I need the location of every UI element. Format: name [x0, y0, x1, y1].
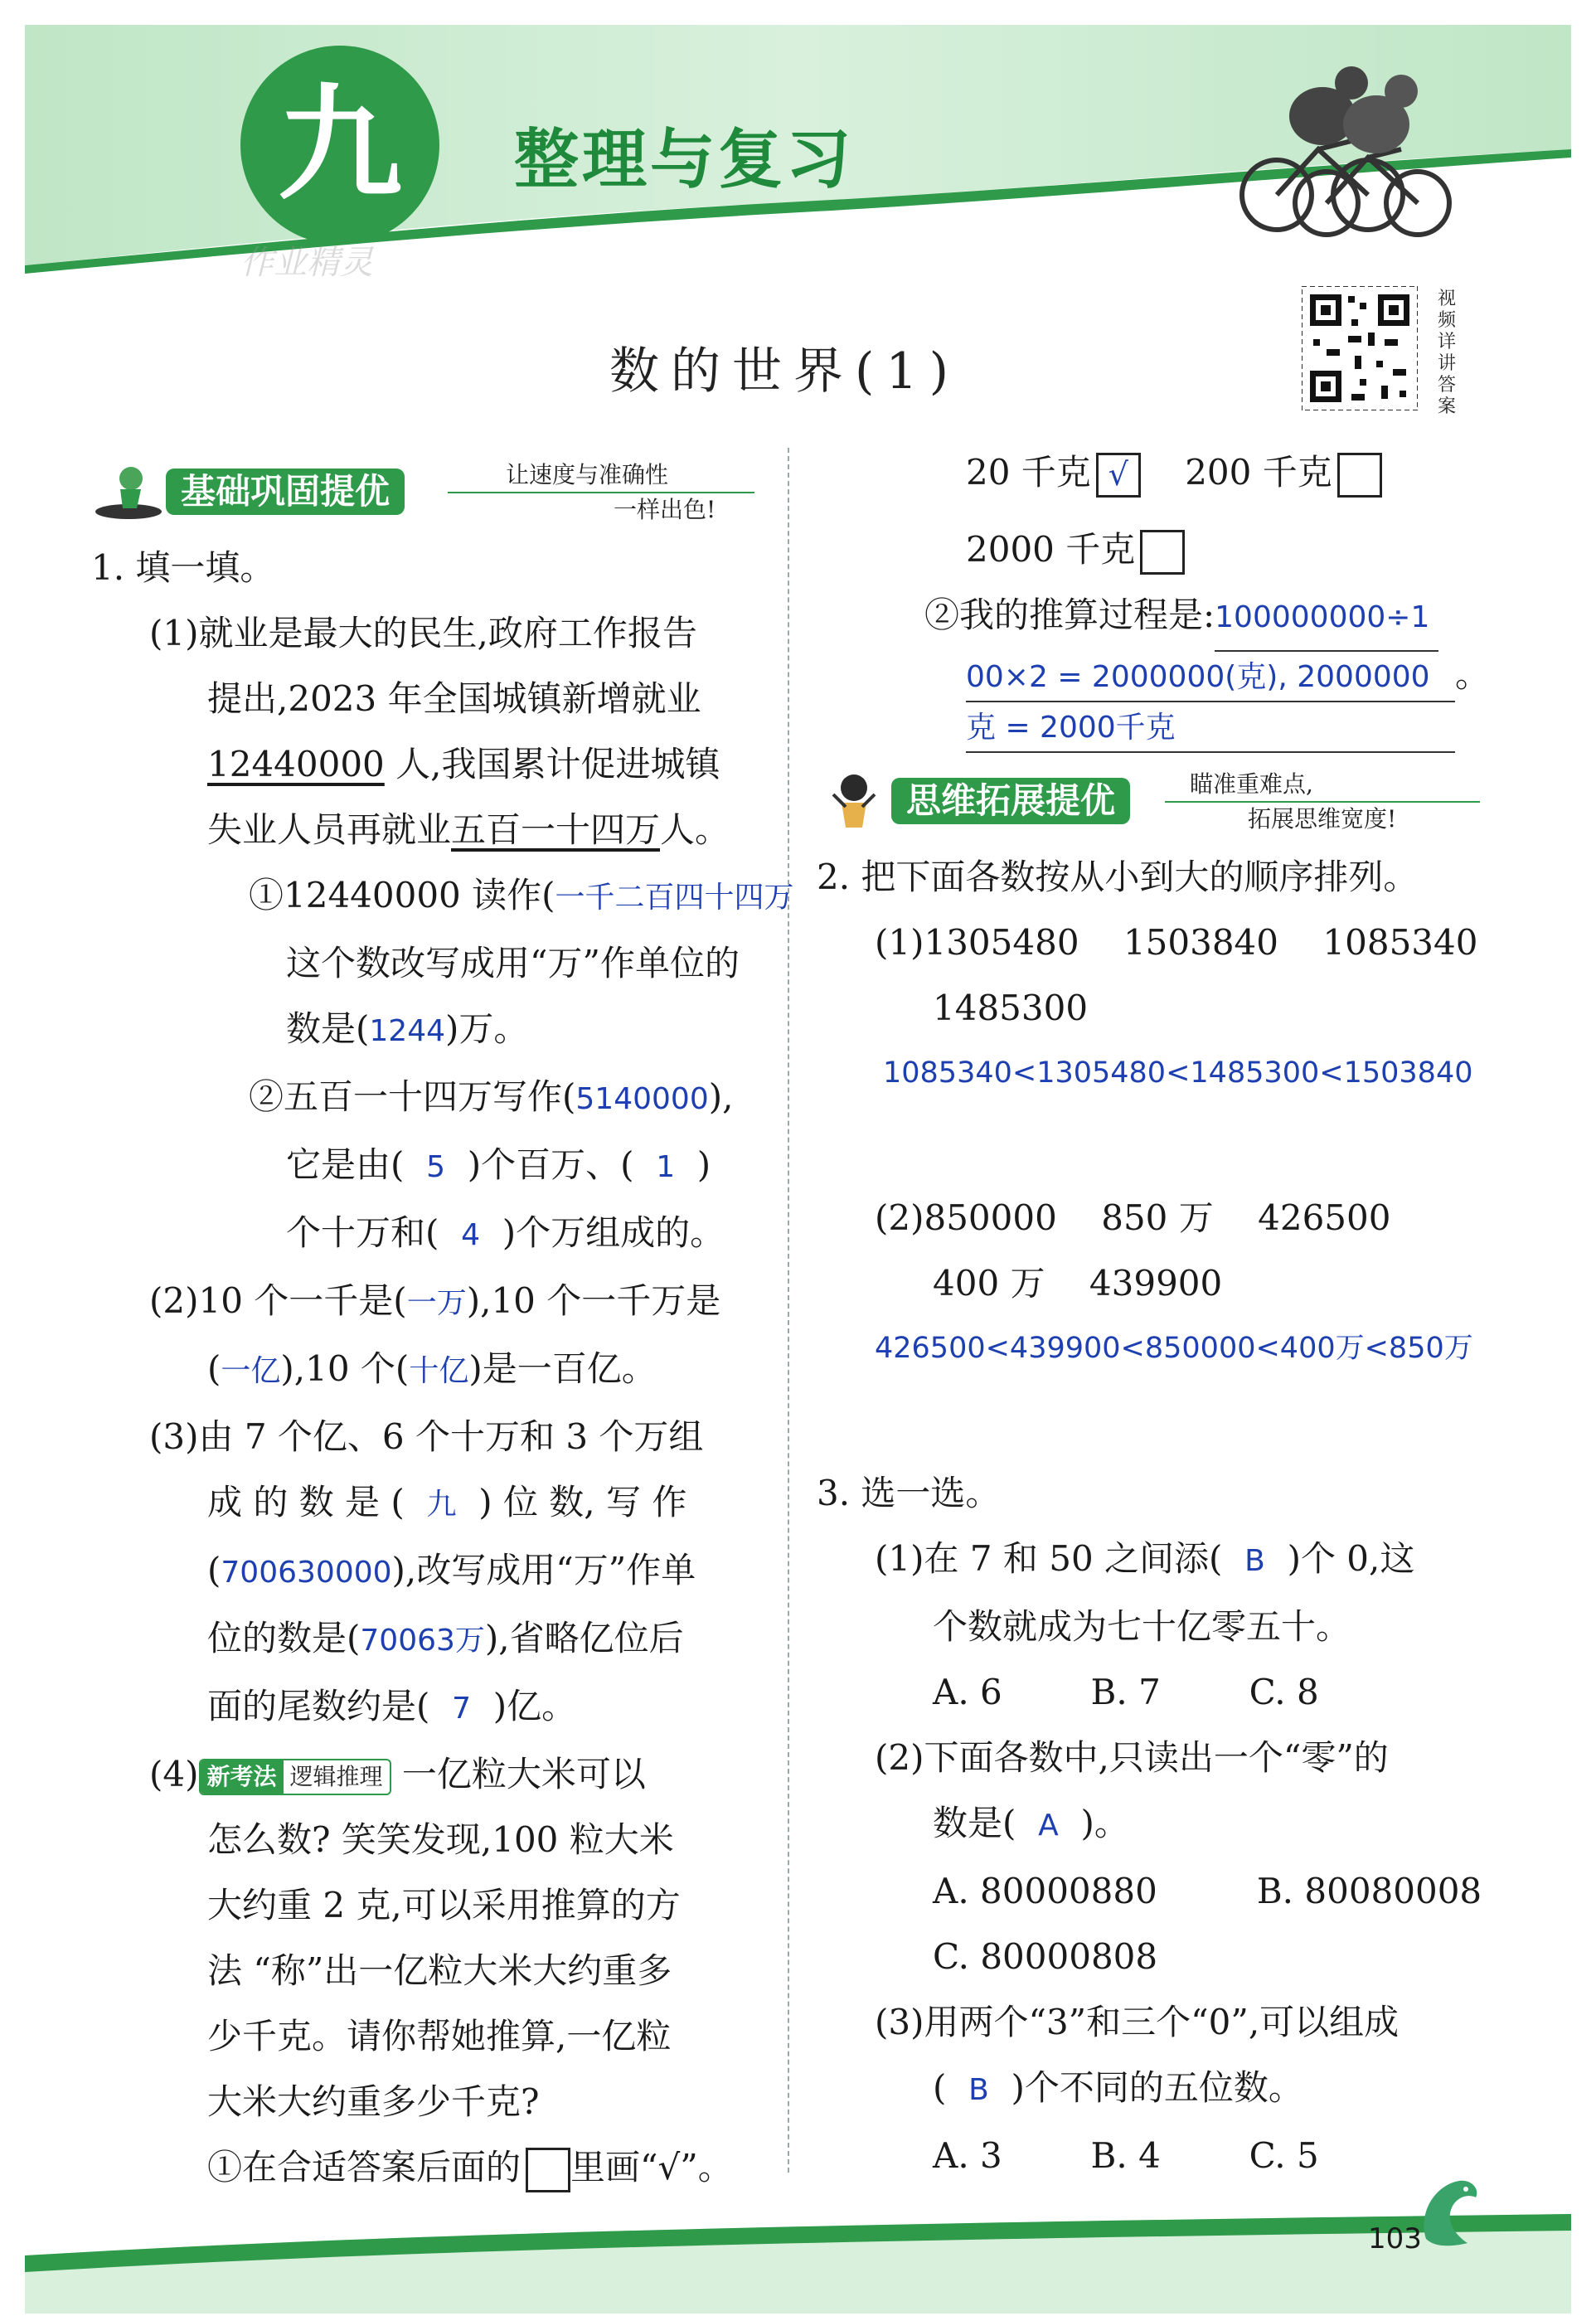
q1-s1-line1-text: ①12440000 读作(: [249, 875, 555, 915]
q3-p2-text: 数是(: [933, 1803, 1016, 1843]
q1-p2-line2-open: (: [207, 1348, 221, 1389]
answer-ten-thousands: 4: [461, 1218, 480, 1252]
column-divider: [788, 448, 791, 2173]
q1-p4-line3: 大约重 2 克,可以采用推算的方: [207, 1885, 681, 1925]
q3-p1-end: )个 0,这: [1287, 1538, 1415, 1579]
checkbox-2000kg[interactable]: [1140, 530, 1185, 575]
right-column: [817, 439, 1497, 2188]
calc-line2: [817, 652, 1497, 702]
basic-banner-rule: [448, 492, 754, 493]
q1-p4-prefix: (4): [149, 1754, 199, 1794]
q1-p4-line7-text: ①在合适答案后面的: [207, 2147, 521, 2187]
extension-section-label: 思维拓展提优: [891, 778, 1130, 824]
answer-yi-wan: 一万: [406, 1286, 467, 1320]
q1-p2-line2-end: )是一百亿。: [468, 1348, 657, 1389]
q1-s2-line3-end: )个万组成的。: [502, 1212, 725, 1253]
q1-p2-line2-mid: ),10 个(: [280, 1348, 410, 1389]
q2-p1-line1: (1)1305480 1503840 1085340: [875, 922, 1478, 963]
q3-p2-line2: [817, 1790, 1497, 1858]
weight-options-row1: [817, 439, 1497, 505]
calc-answer-1: 100000000÷1: [1215, 585, 1438, 652]
answer-wan-form: 70063万: [360, 1624, 485, 1658]
q3-p2-options-ab: [817, 1858, 1497, 1924]
q1-s2-line2: [91, 1132, 771, 1200]
cyclists-illustration: [1227, 58, 1459, 240]
q1-p3-line1: (3)由 7 个亿、6 个十万和 3 个万组: [149, 1416, 704, 1457]
q1-s1-line3-end: )万。: [445, 1008, 529, 1049]
q3-p1-line1: [817, 1526, 1497, 1594]
q3-p3-line2: [817, 2055, 1497, 2123]
q1-p1-line3-text: 人,我国累计促进城镇: [384, 744, 720, 784]
basic-slogan-2: 一样出色!: [614, 496, 716, 523]
basic-section-label: 基础巩固提优: [166, 469, 405, 515]
q1-s2-line3: [91, 1200, 771, 1268]
ext-banner-rule: [1165, 801, 1480, 803]
spacer-1: [817, 1106, 1497, 1185]
q2-p2-line2: 400 万 439900: [933, 1263, 1223, 1304]
q1-p4-line7: [91, 2134, 771, 2200]
new-method-tag: [199, 1759, 391, 1795]
q3-p3-options: A. 3 B. 4 C. 5: [933, 2135, 1319, 2176]
option-200kg: 200 千克: [1185, 452, 1332, 493]
q1-p4-line6: 大米大约重多少千克?: [207, 2081, 540, 2122]
q2-p1-line2: 1485300: [933, 988, 1089, 1028]
ext-slogan-2: 拓展思维宽度!: [1248, 805, 1397, 833]
answer-wan-unit: 1244: [369, 1014, 446, 1048]
option-2000kg: 2000 千克: [966, 529, 1136, 570]
q1-s1-line2: 这个数改写成用“万”作单位的: [286, 943, 740, 983]
checkbox-200kg[interactable]: [1337, 453, 1382, 498]
q3-p3-line1: (3)用两个“3”和三个“0”,可以组成: [875, 2002, 1400, 2042]
q1-p2-line1: [91, 1268, 771, 1336]
q1-s2-line1: [91, 1064, 771, 1132]
weight-options-row2: [817, 517, 1497, 582]
answer-yi-yi: 一亿: [221, 1354, 281, 1388]
q1-s1-line1: [91, 862, 794, 930]
checkbox-20kg[interactable]: √: [1096, 453, 1141, 498]
dolphin-icon: [1409, 2173, 1484, 2255]
q1-p3-line4: [91, 1605, 771, 1673]
page-number: 103: [1368, 2222, 1422, 2255]
q3-p2-option-b: B. 80080008: [1256, 1871, 1482, 1911]
answer-millions: 5: [426, 1150, 445, 1184]
extension-section-banner: [817, 770, 1497, 836]
option-20kg: 20 千克: [966, 452, 1091, 493]
calc-answer-3: 克 = 2000千克: [966, 705, 1455, 753]
q1-s2-line3-text: 个十万和(: [286, 1212, 439, 1253]
q3-p2-option-a: A. 80000880: [933, 1871, 1157, 1911]
q1-p3-line3-open: (: [207, 1550, 221, 1590]
footer-green-band: [25, 2197, 1571, 2314]
q1-p4-line2: 怎么数? 笑笑发现,100 粒大米: [207, 1819, 674, 1860]
q1-p1-line4-end: 人。: [660, 809, 730, 850]
answer-written: 5140000: [575, 1082, 709, 1116]
q1-p4-line7-end: 里画“√”。: [570, 2147, 733, 2187]
q1-p3-line2-end: ) 位 数, 写 作: [478, 1482, 687, 1522]
q2-p1-answer: 1085340<1305480<1485300<1503840: [883, 1056, 1473, 1090]
q1-p3-line4-text: 位的数是(: [207, 1618, 361, 1658]
q1-p1-line1: (1)就业是最大的民生,政府工作报告: [149, 613, 697, 653]
q1-p2-line1-text: (2)10 个一千是(: [149, 1280, 407, 1321]
chapter-number-badge: 九: [240, 46, 439, 245]
q3-p1-text: (1)在 7 和 50 之间添(: [875, 1538, 1223, 1579]
section-title: 数的世界(1): [609, 342, 960, 401]
chapter-title: 整理与复习: [514, 123, 855, 197]
q2-p2-line1: (2)850000 850 万 426500: [875, 1197, 1391, 1238]
basic-section-banner: [91, 460, 771, 527]
q1-p1-line2: 提出,2023 年全国城镇新增就业: [207, 678, 701, 719]
watermark-text: 作业精灵: [240, 244, 373, 282]
tag-logic: 逻辑推理: [289, 1763, 383, 1790]
left-column: [91, 460, 794, 2200]
q1-p3-line3: [91, 1537, 771, 1605]
q1-p4-line1: [91, 1741, 771, 1807]
q1-p3-line4-end: ),省略亿位后: [484, 1618, 684, 1658]
q3-p2-line1: (2)下面各数中,只读出一个“零”的: [875, 1737, 1389, 1778]
q1-s2-line1-end: ),: [708, 1076, 734, 1117]
qr-code-icon[interactable]: [1302, 286, 1418, 410]
calc-line3: [817, 702, 1497, 753]
q1-s2-line2-mid: )个百万、(: [467, 1144, 634, 1185]
answer-number: 700630000: [221, 1556, 392, 1590]
q1-p4-line4: 法 “称”出一亿粒大米大约重多: [207, 1950, 672, 1991]
q3-p3-open: (: [933, 2067, 947, 2108]
skateboarder-icon: [91, 460, 166, 527]
ext-slogan-1: 瞄准重难点,: [1190, 770, 1313, 798]
q1-s1-line3-text: 数是(: [286, 1008, 370, 1049]
q1-s2-line2-text: 它是由(: [286, 1144, 405, 1185]
q1-p3-line5-end: )亿。: [492, 1686, 577, 1726]
q1-s1-line3: [91, 996, 771, 1064]
q3-p1-answer: B: [1244, 1544, 1265, 1578]
calc-label: ②我的推算过程是:: [924, 595, 1215, 635]
q1-s2-line2-end: ): [696, 1144, 711, 1185]
calc-answer-2: 00×2 = 2000000(克), 2000000: [966, 654, 1455, 702]
q1-p2-line2: [91, 1336, 771, 1404]
qr-caption: 视频详讲答案: [1437, 289, 1456, 417]
answer-approx-yi: 7: [452, 1692, 471, 1726]
q1-p3-line5: [91, 1673, 771, 1741]
q1-p3-line3-end: ),改写成用“万”作单: [391, 1550, 696, 1590]
q3-p2-end: )。: [1080, 1803, 1129, 1843]
q1-p1-line4-text: 失业人员再就业: [207, 809, 452, 850]
q1-s2-line1-text: ②五百一十四万写作(: [249, 1076, 576, 1117]
cartoon-girl-icon: [817, 770, 891, 836]
number-words-underlined: 五百一十四万: [451, 809, 661, 850]
number-underlined: 12440000: [207, 744, 385, 784]
q1-p1-line3: [91, 731, 771, 797]
q1-p2-line1-end: ),10 个一千万是: [466, 1280, 721, 1321]
answer-hundred-thousands: 1: [656, 1150, 676, 1184]
q3-p2-option-c: C. 80000808: [933, 1936, 1158, 1977]
q1-p4-line5: 少千克。请你帮她推算,一亿粒: [207, 2016, 672, 2056]
q2-title: 2. 把下面各数按从小到大的顺序排列。: [817, 857, 1419, 897]
tag-new-method: 新考法: [201, 1760, 284, 1794]
q1-p4-line1-text: 一亿粒大米可以: [401, 1754, 646, 1794]
answer-digits: 九: [426, 1488, 457, 1522]
q2-p2-answer: 426500<439900<850000<400万<850万: [875, 1332, 1473, 1365]
q1-title: 1. 填一填。: [91, 547, 275, 588]
q3-p2-answer: A: [1038, 1809, 1059, 1843]
answer-reading: 一千二百四十四万: [555, 881, 794, 915]
q3-p3-end: )个不同的五位数。: [1011, 2067, 1303, 2108]
q3-title: 3. 选一选。: [817, 1473, 1001, 1513]
calc-end: 。: [1455, 654, 1491, 695]
q3-p3-answer: B: [968, 2073, 989, 2107]
q1-p3-line5-text: 面的尾数约是(: [207, 1686, 430, 1726]
q3-p1-options: A. 6 B. 7 C. 8: [933, 1672, 1319, 1712]
example-checkbox: [526, 2148, 570, 2192]
q1-p3-line2-text: 成 的 数 是 (: [207, 1482, 405, 1522]
basic-slogan-1: 让速度与准确性: [506, 461, 669, 488]
answer-shi-yi: 十亿: [409, 1354, 469, 1388]
spacer-2: [817, 1381, 1497, 1460]
q1-p3-line2: [91, 1469, 771, 1537]
q3-p1-line2: 个数就成为七十亿零五十。: [933, 1606, 1351, 1647]
calc-line1: [817, 582, 1497, 652]
q1-p1-line4: [91, 797, 771, 862]
